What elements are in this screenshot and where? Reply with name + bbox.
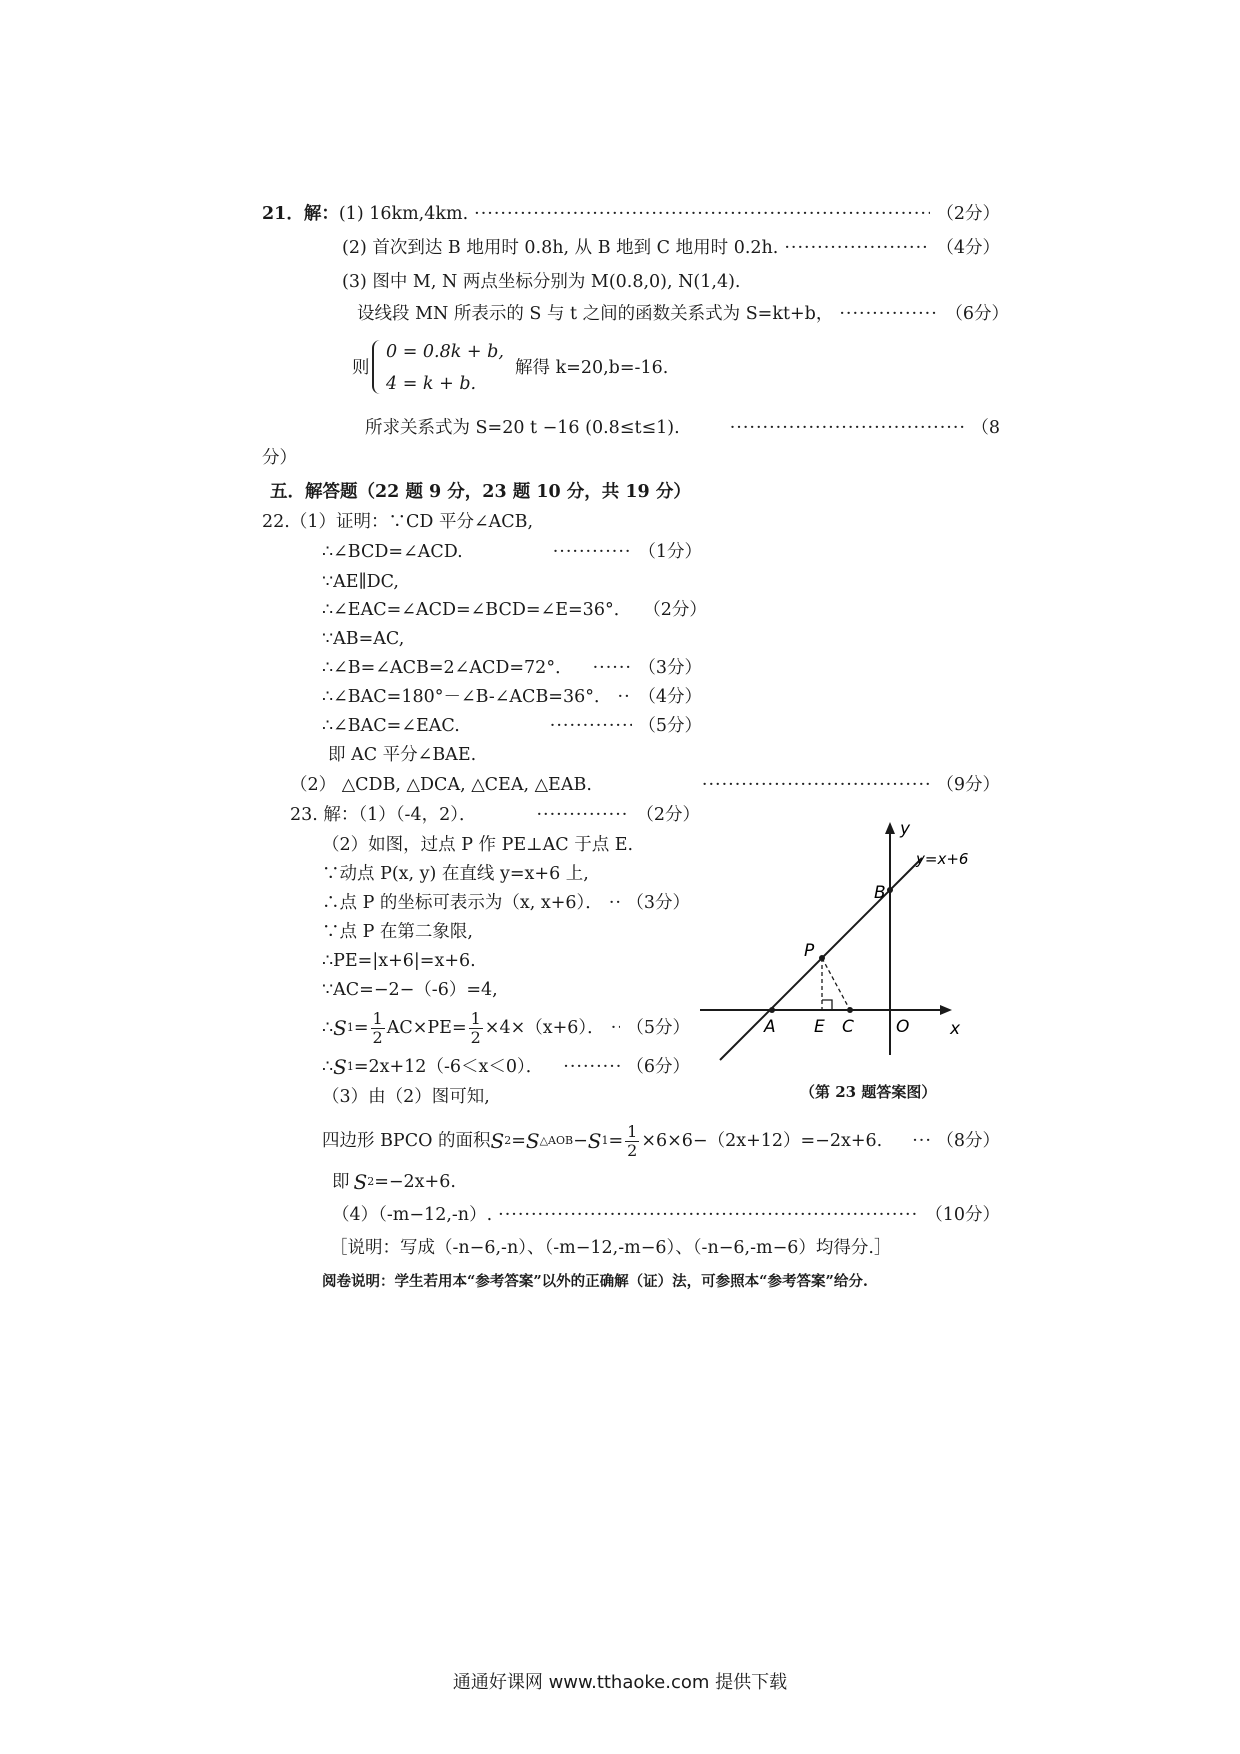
score-label: （10分） [925,1205,1000,1225]
q21-line-2 [342,236,1000,260]
equals: = [511,1131,526,1151]
q23-line-10: （3）由（2）图可知, [322,1087,490,1107]
q23-line-2: （2）如图，过点 P 作 PE⊥AC 于点 E. [322,835,634,855]
label-O: O [896,1017,910,1037]
leader-dots [912,1129,930,1153]
label-line: y=x+6 [916,850,969,868]
leader-dots [730,416,966,440]
point-P [819,955,825,961]
leader-dots [593,656,633,680]
leader-dots [553,540,633,564]
therefore-sign: ∴ [322,1018,334,1038]
q22-line-7 [322,685,702,709]
q23-expr: =2x+12（-6＜x＜0）． [353,1057,544,1077]
numerator: 1 [627,1121,638,1141]
score-label: （9分） [936,775,1000,795]
leader-dots [702,773,930,797]
score-label: （2分） [636,805,700,825]
equals: = [608,1131,624,1151]
q22-line-3: ∵AE∥DC, [322,572,399,592]
area-symbol: S [353,1170,368,1194]
figure-caption: （第 23 题答案图） [800,1083,937,1101]
label-C: C [842,1017,854,1037]
x-axis-arrow [940,1005,952,1015]
y-axis-arrow [885,822,895,834]
area-symbol: S [333,1016,347,1040]
coordinate-diagram [700,820,980,1070]
q22-line-4 [322,598,707,622]
subscript: △AOB [539,1134,574,1147]
q22-step: ∴∠BAC=∠EAC. [322,716,460,736]
score-label: （5分） [638,716,702,736]
right-angle-mark [822,1000,832,1010]
q23-line-5: ∵点 P 在第二象限, [322,922,473,942]
q23-figure [700,820,980,1070]
score-label: （2分） [936,204,1000,224]
q23-line-1 [290,803,700,827]
q22-line-5: ∵AB=AC, [322,629,405,649]
score-label: （6分） [945,304,1009,324]
q23-line-13 [332,1203,1000,1227]
q21-part3: (3) 图中 M, N 两点坐标分别为 M(0.8,0), N(1,4). [342,272,741,292]
label-x: x [950,1019,961,1039]
leader-dots [609,891,621,915]
denominator: 2 [372,1027,383,1047]
q23-line-8 [322,1006,690,1050]
subscript: 2 [367,1175,375,1188]
q23-expr: ×4×（x+6）． [484,1018,605,1038]
score-label: （6分） [626,1057,690,1077]
score-label: （2分） [643,600,707,620]
section-heading: 五．解答题（22 题 9 分，23 题 10 分，共 19 分） [270,482,691,502]
score-label: （8分） [936,1131,1000,1151]
score-label: （8 [971,418,1000,438]
q23-step: ∴点 P 的坐标可表示为（x, x+6）． [322,893,603,913]
label-P: P [804,941,815,961]
label-A: A [764,1017,776,1037]
q23-line-9 [322,1055,690,1079]
therefore-sign: ∴ [322,1057,334,1077]
label-B: B [874,883,886,903]
point-B [887,887,893,893]
segment-PC [822,958,850,1010]
q23-expr: ×6×6−（2x+12）=−2x+6. [641,1131,883,1151]
area-symbol: S [587,1129,602,1153]
score-label: （4分） [638,687,702,707]
area-symbol: S [490,1129,505,1153]
system-equation-2: 4 = k + b. [386,374,477,394]
page-footer: 通通好课网 www.tthaoke.com 提供下载 [452,1672,788,1693]
subscript: 1 [601,1134,609,1147]
leader-dots [618,685,633,709]
q22-step: ∴∠BCD=∠ACD. [322,542,463,562]
q23-line-4 [322,891,690,915]
q22-line-10 [290,773,1000,797]
score-label: （1分） [638,542,702,562]
area-symbol: S [333,1055,347,1079]
leader-dots [536,803,630,827]
leader-dots [839,302,939,326]
q23-line-12 [332,1170,456,1194]
q22-line-8 [322,714,702,738]
subscript: 1 [346,1021,354,1034]
area-symbol: S [525,1129,540,1153]
score-label: （4分） [936,238,1000,258]
q23-part1: 23. 解：（1）（-4，2）． [290,805,477,825]
q23-part4: （4）（-m−12,-n）. [332,1205,493,1225]
fraction-half [625,1123,639,1160]
score-label: （3分） [626,893,690,913]
q22-line-2 [322,540,702,564]
q23-text: 即 [332,1172,350,1192]
q22-step: ∴∠BAC=180°－∠B-∠ACB=36°． [322,687,612,707]
fraction-half [371,1010,385,1047]
leader-dots [563,1055,620,1079]
score-label-cont: 分） [262,448,297,468]
leader-dots [611,1016,621,1040]
q21-line-1 [262,202,1000,226]
q21-line-4 [357,302,1009,326]
leader-dots [498,1203,919,1227]
label-y: y [900,820,911,839]
denominator: 2 [470,1027,481,1047]
equals: = [353,1018,369,1038]
q21-line-6 [365,416,1000,440]
q23-explanation: ［说明：写成（-n−6,-n）、（-m−12,-m−6）、（-n−6,-m−6）均得分.］ [330,1238,892,1258]
score-label: （5分） [626,1018,690,1038]
q23-line-11 [322,1118,1000,1164]
subscript: 2 [504,1134,512,1147]
score-label: （3分） [638,658,702,678]
system-equation-1: 0 = 0.8k + b, [386,342,504,362]
q21-function-form: 设线段 MN 所表示的 S 与 t 之间的函数关系式为 S=kt+b， [357,304,834,324]
denominator: 2 [627,1140,638,1160]
grading-note: 阅卷说明：学生若用本“参考答案”以外的正确解（证）法，可参照本“参考答案”给分. [322,1273,868,1290]
q22-line-6 [322,656,702,680]
q23-expr: =−2x+6. [374,1172,456,1192]
q22-step: ∴∠B=∠ACB=2∠ACD=72°． [322,658,573,678]
system-solution: 解得 k=20,b=-16. [515,358,669,378]
numerator: 1 [470,1008,481,1028]
q22-part2: （2） △CDB, △DCA, △CEA, △EAB. [290,775,592,795]
point-C [847,1007,853,1013]
q22-step: ∴∠EAC=∠ACD=∠BCD=∠E=36°． [322,600,632,620]
q23-line-3: ∵动点 P(x, y) 在直线 y=x+6 上, [322,864,589,884]
subscript: 1 [346,1060,354,1073]
q21-result: 所求关系式为 S=20 t −16 (0.8≤t≤1). [365,418,680,438]
q23-text: 四边形 BPCO 的面积 [322,1131,491,1151]
leader-dots [474,202,930,226]
minus: − [573,1131,588,1151]
leader-dots [784,236,930,260]
label-E: E [814,1017,825,1037]
q21-label: 21．解： [262,204,339,224]
q21-part2: (2) 首次到达 B 地用时 0.8h, 从 B 地到 C 地用时 0.2h. [342,238,779,258]
numerator: 1 [372,1008,383,1028]
q23-expr: AC×PE= [386,1018,467,1038]
leader-dots [550,714,633,738]
system-prefix: 则 [352,358,370,378]
q23-line-7: ∵AC=−2−（-6）=4, [322,980,498,1000]
point-A [769,1007,775,1013]
q22-line-1: 22.（1）证明：∵CD 平分∠ACB, [262,512,534,532]
system-brace [372,340,384,394]
q21-part1: (1) 16km,4km. [338,204,469,224]
q23-line-6: ∴PE=|x+6|=x+6. [322,951,476,971]
fraction-half [469,1010,483,1047]
q22-line-9: 即 AC 平分∠BAE. [328,745,477,765]
